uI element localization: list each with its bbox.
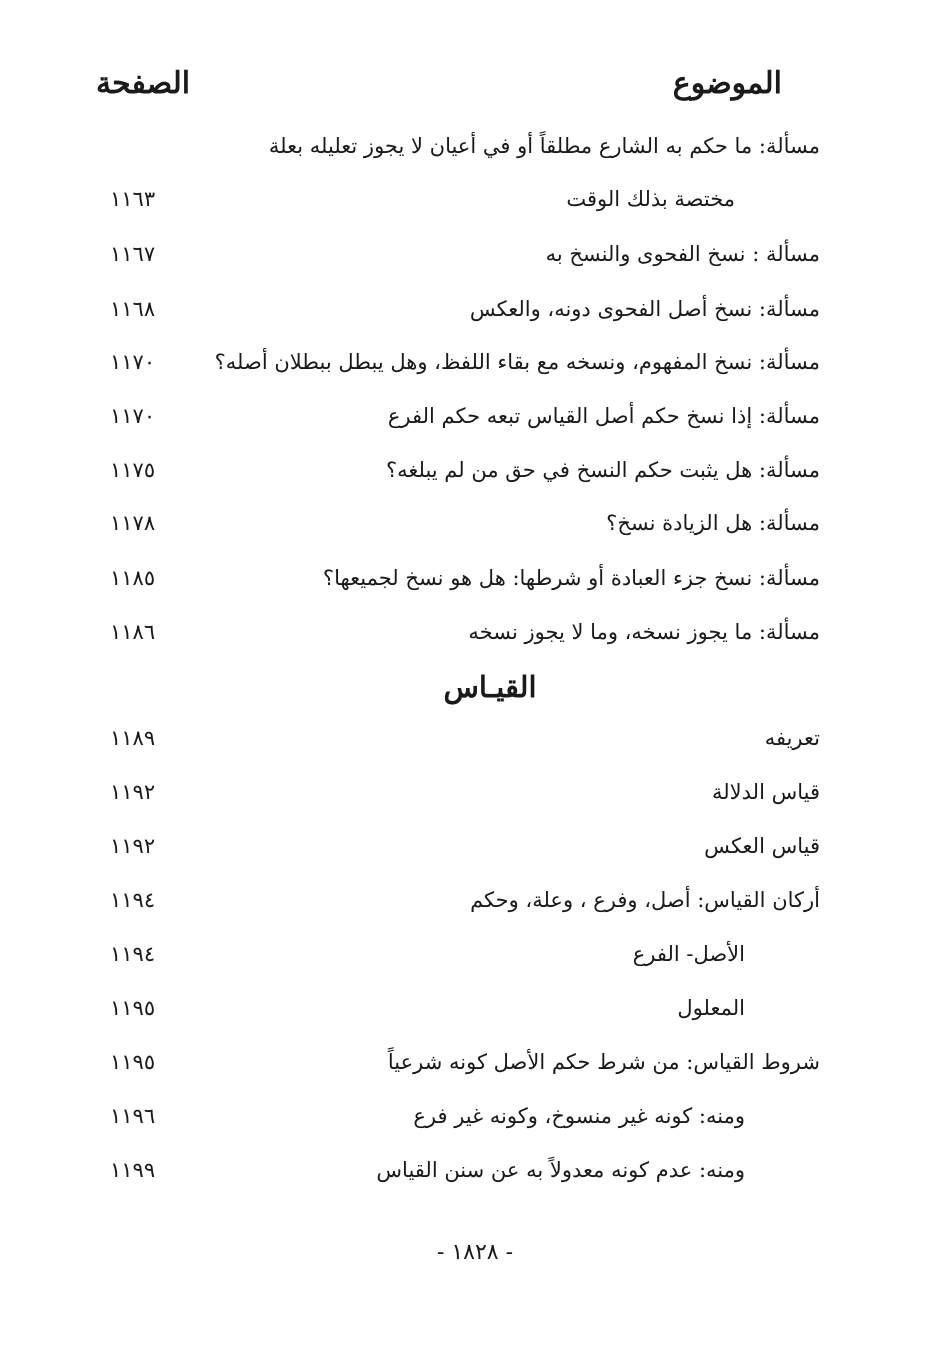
toc-topic: مسألة: ما يجوز نسخه، وما لا يجوز نسخه [468,620,820,644]
toc-topic: مسألة: ما حكم به الشارع مطلقاً أو في أعيان لا يجوز تعليله بعلة [268,134,820,158]
toc-page-number: ١١٩٢ [110,834,156,858]
toc-topic: قياس الدلالة [712,780,820,804]
toc-page-number: ١١٩٤ [110,942,156,966]
toc-topic: المعلول [677,996,745,1020]
toc-row [0,934,950,974]
toc-page-number: ١١٩٢ [110,780,156,804]
toc-topic: أركان القياس: أصل، وفرع ، وعلة، وحكم [470,888,820,912]
toc-row [0,826,950,866]
toc-topic: مسألة: نسخ أصل الفحوى دونه، والعكس [469,297,820,321]
toc-row [0,558,950,598]
toc-page-number: ١١٦٧ [110,242,156,266]
toc-page-number: ١١٨٥ [110,566,156,590]
toc-page-number: ١١٧٥ [110,458,156,482]
column-header-topic: الموضوع [672,66,782,101]
toc-row [0,1042,950,1082]
toc-page-number: ١١٨٩ [110,726,156,750]
toc-topic: قياس العكس [704,834,820,858]
toc-page-number: ١١٩٥ [110,1050,156,1074]
toc-row [0,1150,950,1190]
section-title-text: القيـاس [443,670,537,704]
toc-row [0,880,950,920]
toc-page-number: ١١٨٦ [110,620,156,644]
page-number: - ١٨٢٨ - [436,1240,514,1265]
toc-topic: مسألة: نسخ جزء العبادة أو شرطها: هل هو نسخ لجميعها؟ [322,566,820,590]
toc-row [0,342,950,382]
toc-row [0,503,950,543]
toc-topic: ومنه: عدم كونه معدولاً به عن سنن القياس [376,1158,745,1182]
toc-page-number: ١١٧٨ [110,511,156,535]
toc-topic: مسألة: إذا نسخ حكم أصل القياس تبعه حكم الفرع [387,404,820,428]
toc-row [0,988,950,1028]
toc-row [0,179,950,219]
toc-page-number: ١١٩٥ [110,996,156,1020]
toc-page-number: ١١٦٨ [110,297,156,321]
toc-topic: مسألة : نسخ الفحوى والنسخ به [545,242,820,266]
toc-row [0,1096,950,1136]
toc-page-number: ١١٩٤ [110,888,156,912]
toc-page-number: ١١٩٩ [110,1158,156,1182]
toc-page-number: ١١٧٠ [110,350,156,374]
toc-page-number: ١١٦٣ [110,187,156,211]
toc-page-number: ١١٧٠ [110,404,156,428]
toc-row [0,612,950,652]
toc-page-number: ١١٩٦ [110,1104,156,1128]
toc-topic: مختصة بذلك الوقت [566,187,735,211]
column-header-page: الصفحة [96,66,191,101]
toc-topic: مسألة: هل يثبت حكم النسخ في حق من لم يبلغه؟ [385,458,820,482]
toc-row [0,126,950,166]
toc-row [0,289,950,329]
toc-topic: شروط القياس: من شرط حكم الأصل كونه شرعياً [387,1050,820,1074]
page-footer [0,1240,950,1265]
toc-row [0,772,950,812]
toc-row [0,396,950,436]
toc-row [0,234,950,274]
toc-row [0,718,950,758]
toc-topic: ومنه: كونه غير منسوخ، وكونه غير فرع [413,1104,745,1128]
toc-topic: مسألة: نسخ المفهوم، ونسخه مع بقاء اللفظ، وهل يبطل ببطلان أصله؟ [214,350,820,374]
toc-topic: الأصل- الفرع [632,942,745,966]
section-title [0,670,950,704]
toc-topic: مسألة: هل الزيادة نسخ؟ [606,511,820,535]
toc-row [0,450,950,490]
toc-topic: تعريفه [764,726,820,750]
